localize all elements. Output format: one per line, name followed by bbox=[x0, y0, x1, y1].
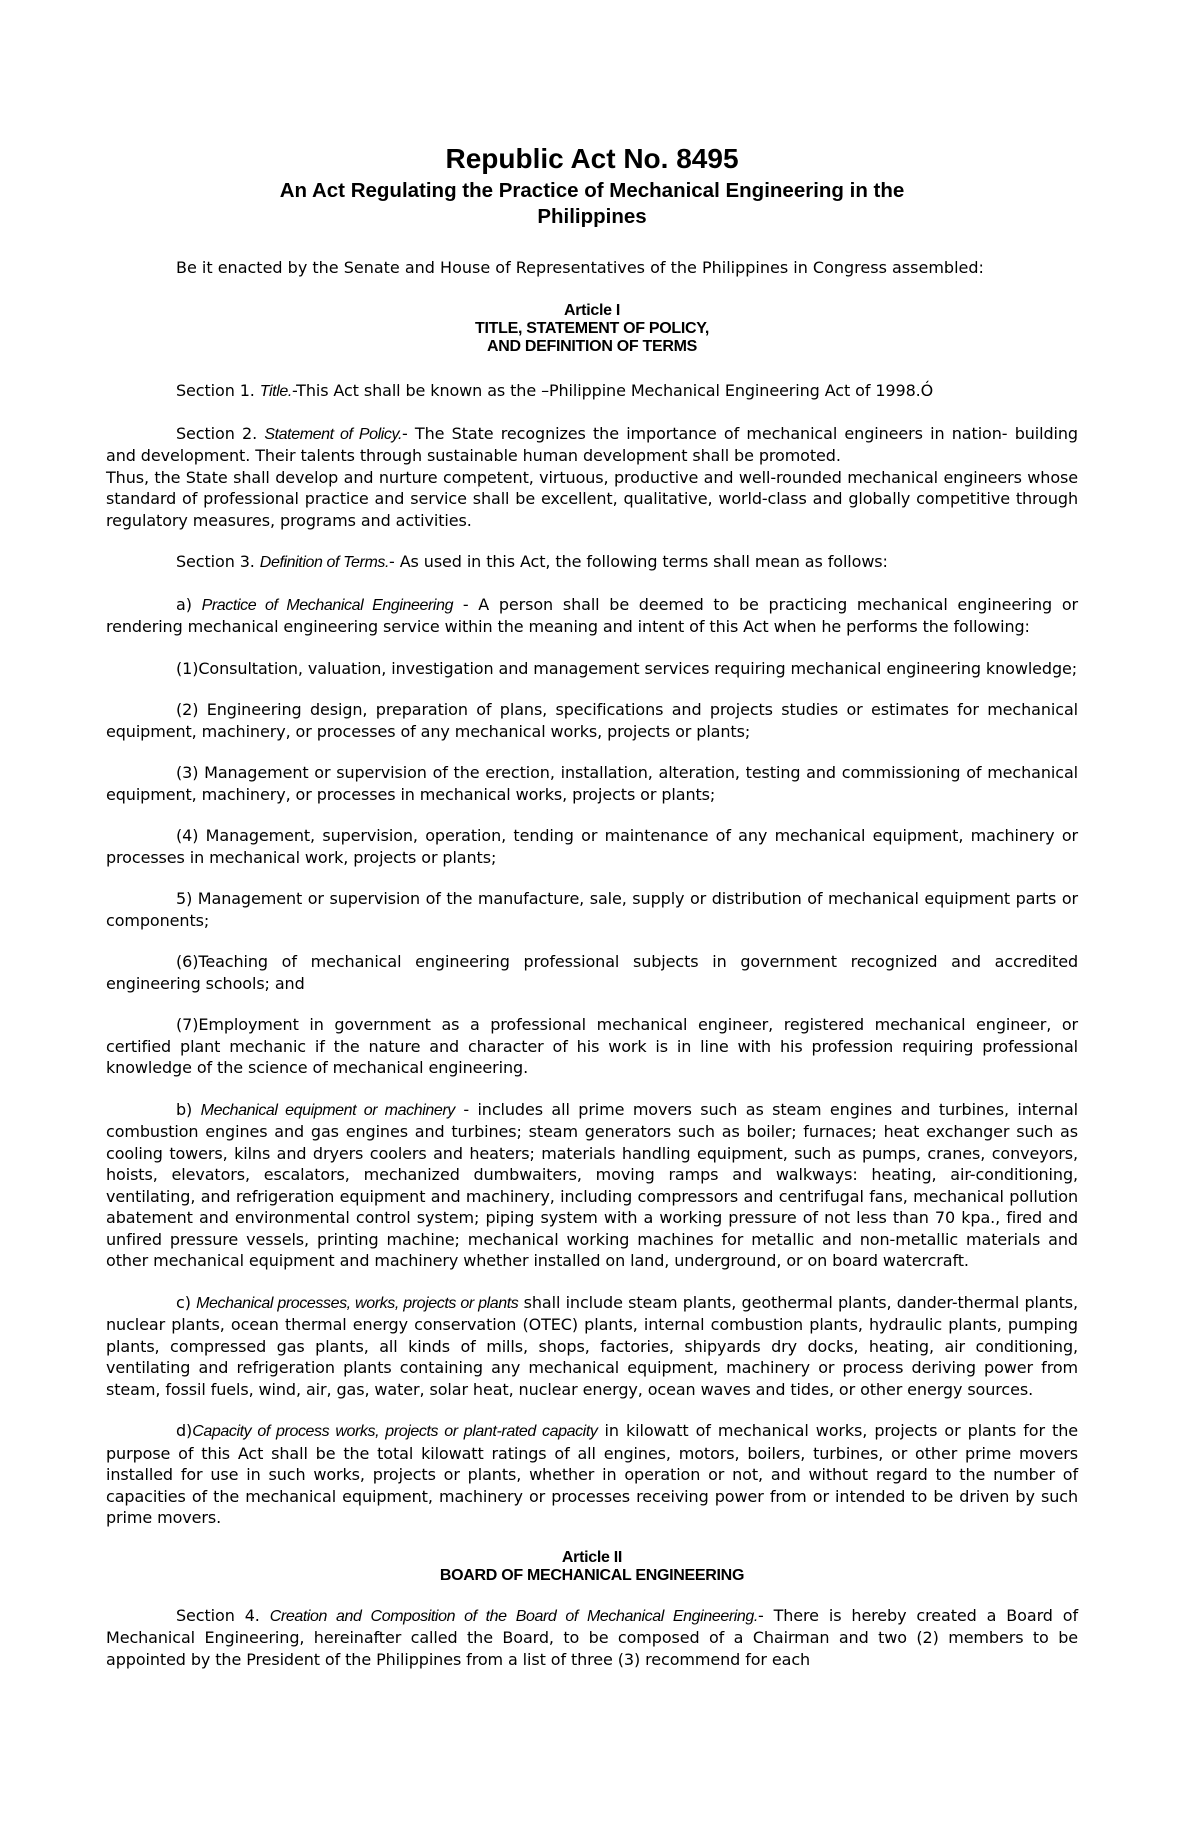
list-item: (6)Teaching of mechanical engineering professional subjects in government recognized and accredited engineering schools; and bbox=[106, 952, 1078, 993]
section-4-text: - There is hereby created a Board of Mechanical Engineering, hereinafter called the Board, to be composed of a Chairman and two (2) members to be appointed by the President of the Philippines from a list of three (3) recommend for each bbox=[106, 1605, 1078, 1669]
definition-b-text: - includes all prime movers such as steam engines and turbines, internal combustion engines and gas engines and turbines; steam generators such as boiler; furnaces; heat exchanger such as cooling towers, kilns and dryers coolers and heaters; materials handling equipment, such as pumps, cranes, conveyors, hoists, elevators, escalators, mechanized dumbwaiters, moving ramps and walkways: heating, air-conditioning, ventilating, and refrigeration equipment and machinery, including compressors and centrifugal fans, mechanical pollution abatement and environmental control system; piping system with a working pressure of not less than 70 kpa., fired and unfired pressure vessels, printing machine; mechanical working machines for metallic and non-metallic materials and other mechanical equipment and machinery whether installed on land, underground, or on board watercraft. bbox=[106, 1099, 1078, 1270]
section-3-prefix: Section 3. bbox=[176, 552, 260, 571]
enacting-clause: Be it enacted by the Senate and House of Representatives of the Philippines in Congress assembled: bbox=[176, 258, 984, 277]
section-4-title: Creation and Composition of the Board of Mechanical Engineering. bbox=[269, 1607, 758, 1625]
section-3 bbox=[106, 551, 1078, 574]
list-item: (3) Management or supervision of the erection, installation, alteration, testing and commissioning of mechanical equipment, machinery, or processes in mechanical works, projects or plants; bbox=[106, 763, 1078, 804]
definition-a-title: Practice of Mechanical Engineering bbox=[201, 596, 454, 614]
definition-b-prefix: b) bbox=[176, 1099, 201, 1119]
definition-d-text: in kilowatt of mechanical works, projects or plants for the purpose of this Act shall be the total kilowatt ratings of all engines, motors, boilers, turbines, or other prime movers installed for use in such works, projects or plants, whether in operation or not, and without regard to the number of capacities of the mechanical equipment, machinery or processes receiving power from or intended to be driven by such prime movers. bbox=[106, 1421, 1078, 1527]
definition-c-title: Mechanical processes, works, projects or plants bbox=[196, 1294, 519, 1312]
article-1-heading-line2: AND DEFINITION OF TERMS bbox=[487, 338, 697, 355]
list-item: 5) Management or supervision of the manufacture, sale, supply or distribution of mechanical equipment parts or components; bbox=[106, 889, 1078, 930]
definition-c-text: shall include steam plants, geothermal plants, dander-thermal plants, nuclear plants, ocean thermal energy conservation (OTEC) plants, internal combustion plants, hydraulic plants, pumping plants, compressed gas plants, all kinds of mills, shops, factories, shipyards dry docks, heating, air conditioning, ventilating and refrigeration plants containing any mechanical equipment, machinery or process deriving power from steam, fossil fuels, wind, air, gas, water, solar heat, nuclear energy, ocean waves and tides, or other energy sources. bbox=[106, 1292, 1078, 1399]
section-4 bbox=[106, 1605, 1078, 1671]
section-1-prefix: Section 1. bbox=[176, 381, 260, 400]
definition-d-title: Capacity of process works, projects or plant-rated capacity bbox=[192, 1423, 598, 1440]
section-1 bbox=[106, 380, 1078, 403]
definition-c-prefix: c) bbox=[176, 1292, 197, 1312]
definition-a-prefix: a) bbox=[176, 594, 202, 614]
article-1-heading-line1: TITLE, STATEMENT OF POLICY, bbox=[475, 320, 709, 337]
definition-a bbox=[106, 594, 1078, 638]
definition-c bbox=[106, 1292, 1078, 1401]
section-1-title: Title. bbox=[259, 383, 292, 400]
document-title: Republic Act No. 8495 bbox=[445, 143, 739, 174]
document-subtitle: An Act Regulating the Practice of Mechanical Engineering in the Philippines bbox=[279, 179, 905, 228]
section-4-prefix: Section 4. bbox=[176, 1605, 270, 1625]
section-2-text: - The State recognizes the importance of mechanical engineers in nation- building and development. Their talents through sustainable human development shall be promoted. bbox=[106, 423, 1078, 465]
definition-b bbox=[106, 1099, 1078, 1272]
section-2-continuation: Thus, the State shall develop and nurture competent, virtuous, productive and well-rounded mechanical engineers whose standard of professional practice and service shall be excellent, qualitative, world-class and globally competitive through regulatory measures, programs and activities. bbox=[106, 467, 1078, 530]
list-item: (4) Management, supervision, operation, tending or maintenance of any mechanical equipment, machinery or processes in mechanical work, projects or plants; bbox=[106, 826, 1078, 867]
list-item: (2) Engineering design, preparation of plans, specifications and projects studies or estimates for mechanical equipment, machinery, or processes of any mechanical works, projects or plants; bbox=[106, 700, 1078, 741]
article-2-heading: BOARD OF MECHANICAL ENGINEERING bbox=[439, 1566, 745, 1584]
section-2 bbox=[106, 423, 1078, 467]
section-3-text: - As used in this Act, the following terms shall mean as follows: bbox=[389, 552, 888, 571]
definition-a-text: - A person shall be deemed to be practicing mechanical engineering or rendering mechanical engineering service within the meaning and intent of this Act when he performs the following: bbox=[106, 594, 1078, 636]
document-body bbox=[106, 142, 1078, 1670]
article-2-label: Article II bbox=[561, 1548, 623, 1566]
section-2-prefix: Section 2. bbox=[176, 423, 265, 443]
section-2-title: Statement of Policy. bbox=[264, 425, 402, 443]
definition-d bbox=[106, 1420, 1078, 1529]
article-1-label: Article I bbox=[564, 302, 620, 319]
definition-d-prefix: d) bbox=[176, 1421, 193, 1440]
list-item: (7)Employment in government as a professional mechanical engineer, registered mechanical engineer, or certified plant mechanic if the nature and character of his work is in line with his profession requiring professional knowledge of the science of mechanical engineering. bbox=[106, 1015, 1078, 1077]
section-3-title: Definition of Terms. bbox=[259, 554, 390, 571]
section-1-text: -This Act shall be known as the –Philippine Mechanical Engineering Act of 1998.Ó bbox=[291, 381, 934, 400]
list-item: (1)Consultation, valuation, investigation and management services requiring mechanical engineering knowledge; bbox=[176, 658, 1078, 678]
definition-b-title: Mechanical equipment or machinery bbox=[200, 1101, 455, 1119]
